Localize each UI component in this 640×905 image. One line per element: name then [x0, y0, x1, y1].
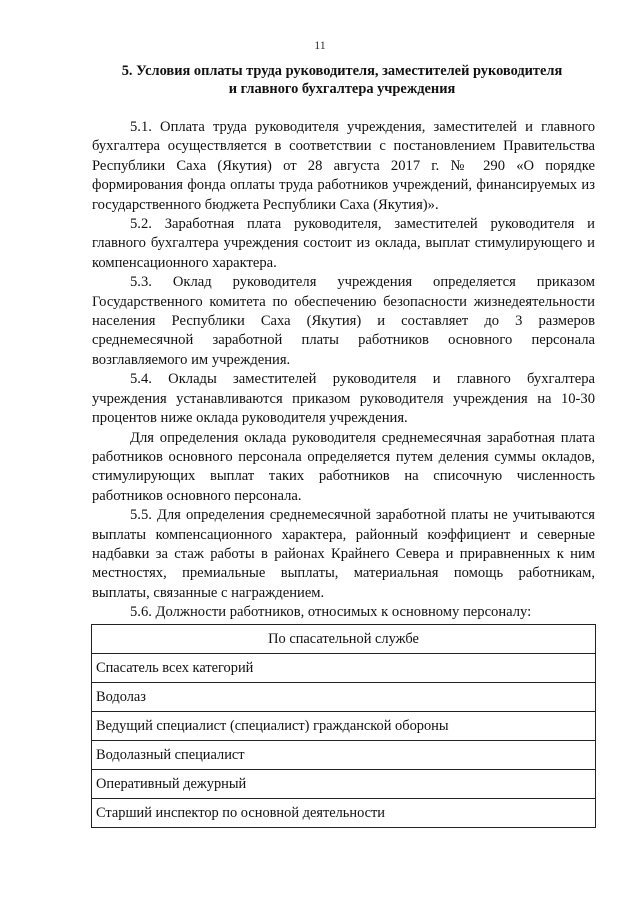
table-header-row: [92, 625, 596, 654]
table-row: [92, 683, 596, 712]
paragraph-5-6: 5.6. Должности работников, относимых к основному персоналу:: [130, 604, 532, 621]
table-row: [92, 799, 596, 828]
paragraph-5-3: 5.3. Оклад руководителя учреждения определяется приказом Государственного комитета по обеспечению безопасности жизнедеятельности населения Республики Саха (Якутия) и составляет до 3 размеров среднемесячной заработной платы работников основного персонала возглавляемого им учреждения.: [92, 274, 595, 368]
table-cell: Старший инспектор по основной деятельности: [92, 799, 596, 828]
table-cell: Спасатель всех категорий: [92, 654, 596, 683]
table-row: [92, 770, 596, 799]
body-text: [92, 118, 595, 623]
paragraph-5-4-continued: Для определения оклада руководителя среднемесячная заработная плата работников основного персонала определяется путем деления суммы окладов, стимулирующих выплат таких работников на списочную численность работников основного персонала.: [92, 429, 595, 504]
table-row: [92, 712, 596, 741]
table-row: [92, 741, 596, 770]
paragraph-5-5: 5.5. Для определения среднемесячной заработной платы не учитываются выплаты компенсационного характера, районный коэффициент и северные надбавки за стаж работы в районах Крайнего Севера и приравненных к ним местностях, премиальные выплаты, материальная помощь работникам, выплаты, связанные с награждением.: [92, 507, 595, 601]
section-title: [92, 62, 592, 98]
table-cell: Ведущий специалист (специалист) гражданской обороны: [92, 712, 596, 741]
table-cell: Водолазный специалист: [92, 741, 596, 770]
positions-table: [91, 624, 596, 828]
table-row: [92, 654, 596, 683]
paragraph-5-4: 5.4. Оклады заместителей руководителя и главного бухгалтера учреждения устанавливаются приказом руководителя учреждения на 10-30 процентов ниже оклада руководителя учреждения.: [92, 371, 595, 427]
section-title-line-1: 5. Условия оплаты труда руководителя, заместителей руководителя: [121, 63, 563, 79]
table-header-cell: По спасательной службе: [92, 625, 596, 654]
section-title-line-2: и главного бухгалтера учреждения: [228, 81, 456, 97]
table-cell: Водолаз: [92, 683, 596, 712]
paragraph-5-1: 5.1. Оплата труда руководителя учреждения, заместителей и главного бухгалтера осуществляется в соответствии с постановлением Правительства Республики Саха (Якутия) от 28 августа 2017 г. № 290 «О порядке формирования фонда оплаты труда работников учреждений, финансируемых из государственного бюджета Республики Саха (Якутия)».: [92, 119, 595, 213]
table-cell: Оперативный дежурный: [92, 770, 596, 799]
page-number: 11: [314, 38, 326, 52]
paragraph-5-2: 5.2. Заработная плата руководителя, заместителей руководителя и главного бухгалтера учреждения состоит из оклада, выплат стимулирующего и компенсационного характера.: [92, 216, 595, 271]
